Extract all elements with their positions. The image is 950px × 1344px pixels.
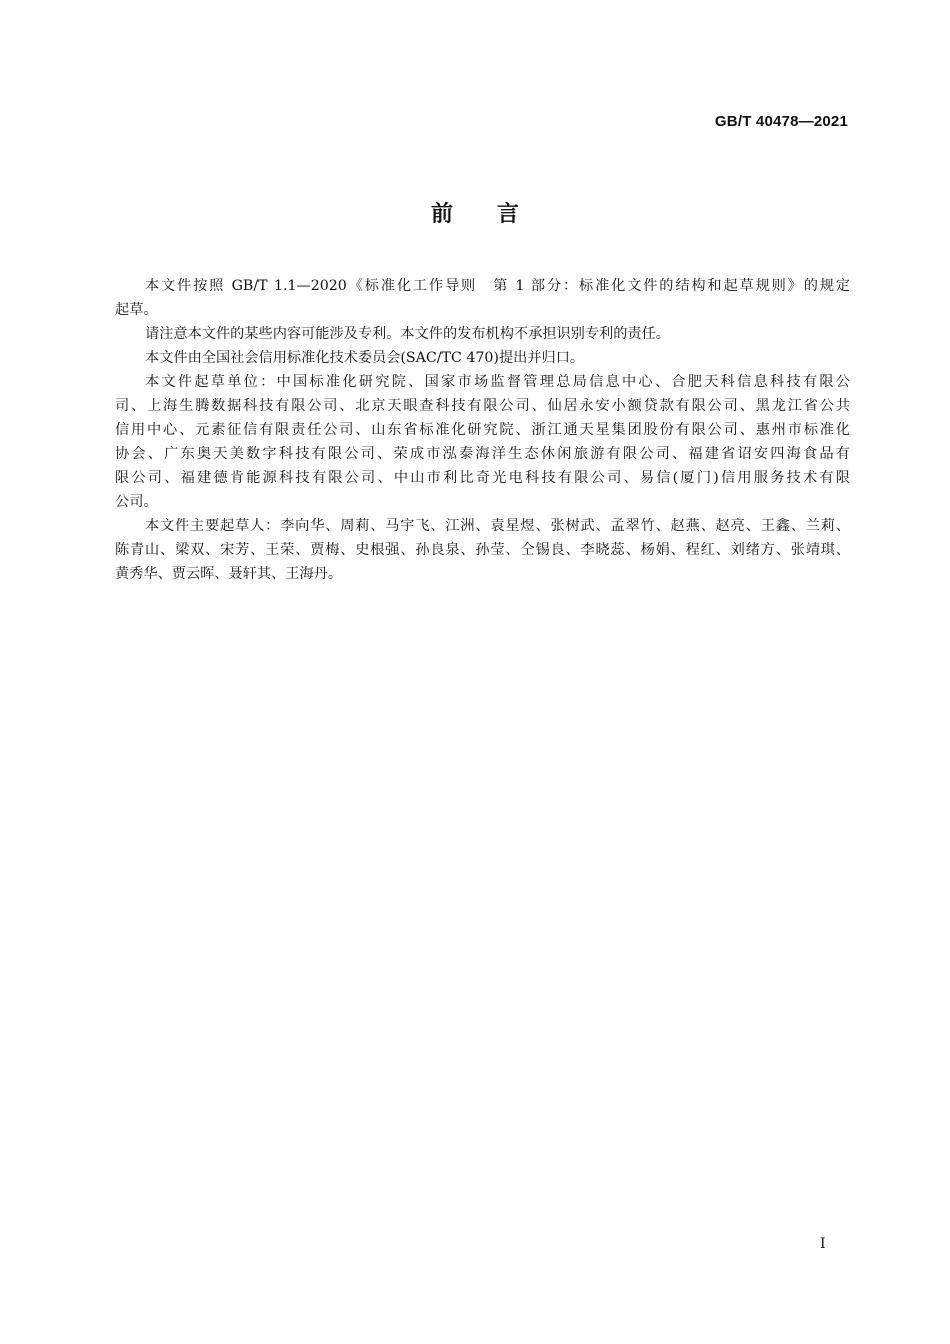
text-line: 本文件起草单位：中国标准化研究院、国家市场监督管理总局信息中心、合肥天科信息科技有限公 [145,374,850,390]
text-line: 请注意本文件的某些内容可能涉及专利。本文件的发布机构不承担识别专利的责任。 [145,326,670,342]
text-line: 陈青山、梁双、宋芳、王荣、贾梅、史根强、孙良泉、孙莹、仝锡良、李晓蕊、杨娟、程红、刘绪方、张靖琪、 [115,542,850,558]
text-line: 司、上海生腾数据科技有限公司、北京天眼查科技有限公司、仙居永安小额贷款有限公司、黑龙江省公共 [115,398,850,414]
paragraph-drafting-units [115,370,850,514]
text-line: 本文件由全国社会信用标准化技术委员会(SAC/TC 470)提出并归口。 [145,350,585,366]
text-line: 公司。 [115,494,158,510]
text-line: 起草。 [115,302,158,318]
paragraph-proposer [115,346,850,370]
text-line: 协会、广东奥天美数字科技有限公司、荣成市泓泰海洋生态休闲旅游有限公司、福建省诏安四海食品有 [115,446,850,462]
paragraph-patent-notice [115,322,850,346]
text-line: 限公司、福建德肯能源科技有限公司、中山市利比奇光电科技有限公司、易信(厦门)信用服务技术有限 [115,470,850,486]
page-number: I [820,1236,826,1252]
text-line: 黄秀华、贾云晖、聂轩其、王海丹。 [115,566,343,582]
text-line: 本文件主要起草人：李向华、周莉、马宇飞、江洲、袁星煜、张树武、孟翠竹、赵燕、赵亮、王鑫、兰莉、 [145,518,850,534]
text-line: 本文件按照 GB/T 1.1—2020《标准化工作导则 第 1 部分：标准化文件的结构和起草规则》的规定 [145,278,850,294]
standard-number: GB/T 40478—2021 [714,113,848,130]
paragraph-drafting-rules [115,274,850,322]
text-line: 信用中心、元素征信有限责任公司、山东省标准化研究院、浙江通天星集团股份有限公司、惠州市标准化 [115,422,850,438]
document-body [115,274,850,586]
paragraph-drafters [115,514,850,586]
page-title: 前 言 [430,202,519,227]
